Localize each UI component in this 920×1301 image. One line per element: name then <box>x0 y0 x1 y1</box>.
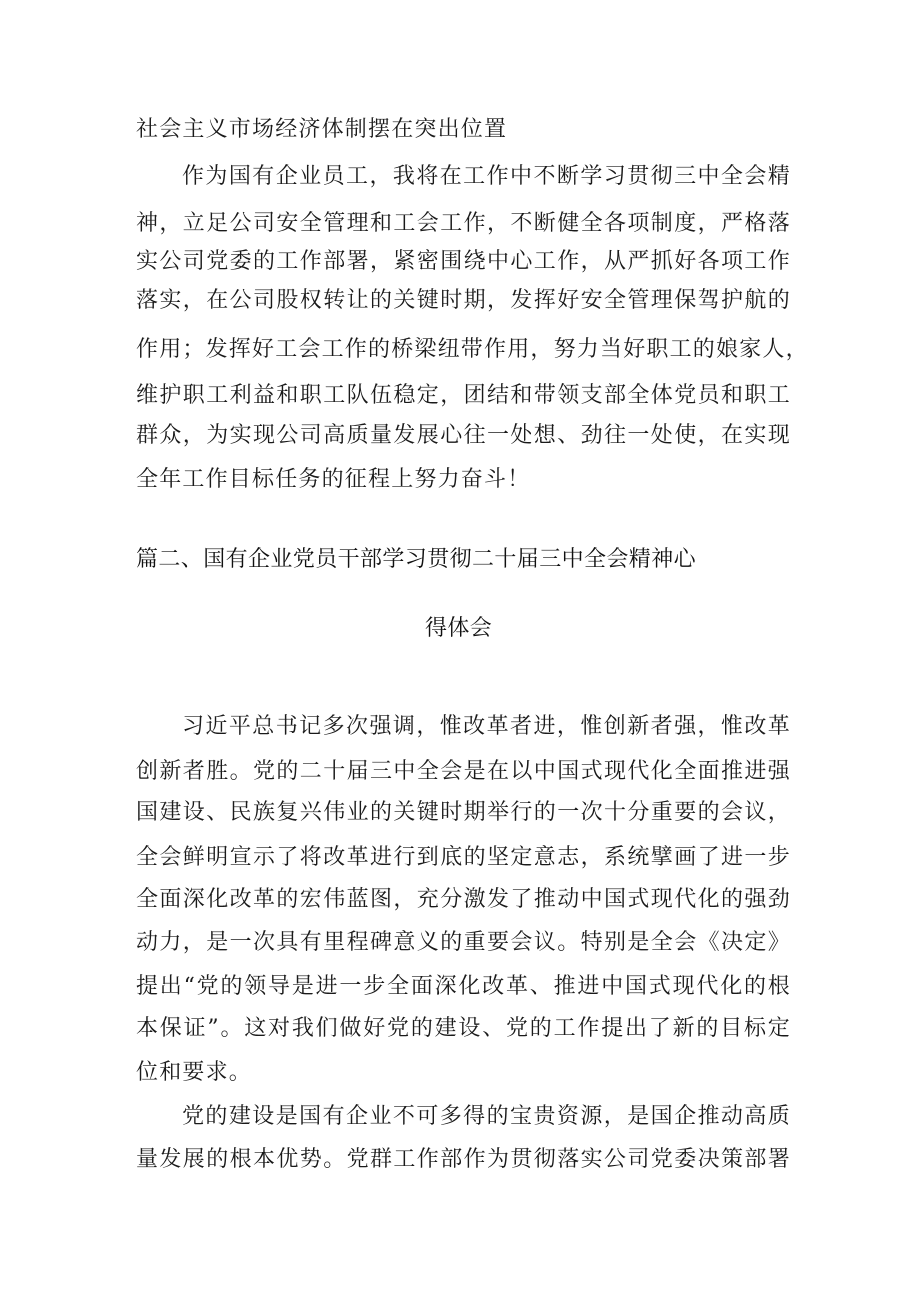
paragraph-line: 提出“党的领导是进一步全面深化改革、推进中国式现代化的根 <box>136 974 791 999</box>
paragraph-line: 本保证”。这对我们做好党的建设、党的工作提出了新的目标定 <box>136 1016 791 1041</box>
paragraph-line: 维护职工利益和职工队伍稳定，团结和带领支部全体党员和职工 <box>136 383 791 408</box>
paragraph-line: 作用；发挥好工会工作的桥梁纽带作用，努力当好职工的娘家人， <box>136 337 809 362</box>
paragraph-line: 群众，为实现公司高质量发展心往一处想、劲往一处使，在实现 <box>136 423 791 448</box>
section-heading-line-1: 篇二、国有企业党员干部学习贯彻二十届三中全会精神心 <box>136 547 697 572</box>
paragraph-line: 作为国有企业员工，我将在工作中不断学习贯彻三中全会精 <box>182 164 791 189</box>
paragraph-line: 全年工作目标任务的征程上努力奋斗！ <box>136 467 531 492</box>
paragraph-line: 实公司党委的工作部署，紧密围绕中心工作，从严抓好各项工作 <box>136 249 791 274</box>
paragraph-line: 量发展的根本优势。党群工作部作为贯彻落实公司党委决策部署 <box>136 1147 791 1172</box>
paragraph-line: 国建设、民族复兴伟业的关键时期举行的一次十分重要的会议， <box>136 800 791 825</box>
paragraph-line: 位和要求。 <box>136 1060 253 1085</box>
intro-line: 社会主义市场经济体制摆在突出位置 <box>136 117 508 142</box>
paragraph-line: 全会鲜明宣示了将改革进行到底的坚定意志，系统擘画了进一步 <box>136 845 791 870</box>
paragraph-line: 神，立足公司安全管理和工会工作，不断健全各项制度，严格落 <box>136 211 791 236</box>
section-heading-line-2: 得体会 <box>425 616 493 641</box>
paragraph-line: 党的建设是国有企业不可多得的宝贵资源，是国企推动高质 <box>182 1104 791 1129</box>
paragraph-line: 创新者胜。党的二十届三中全会是在以中国式现代化全面推进强 <box>136 759 791 784</box>
paragraph-line: 习近平总书记多次强调，惟改革者进，惟创新者强，惟改革 <box>182 714 791 739</box>
paragraph-line: 全面深化改革的宏伟蓝图，充分激发了推动中国式现代化的强劲 <box>136 887 791 912</box>
paragraph-line: 落实，在公司股权转让的关键时期，发挥好安全管理保驾护航的 <box>136 288 791 313</box>
paragraph-line: 动力，是一次具有里程碑意义的重要会议。特别是全会《决定》 <box>136 930 791 955</box>
